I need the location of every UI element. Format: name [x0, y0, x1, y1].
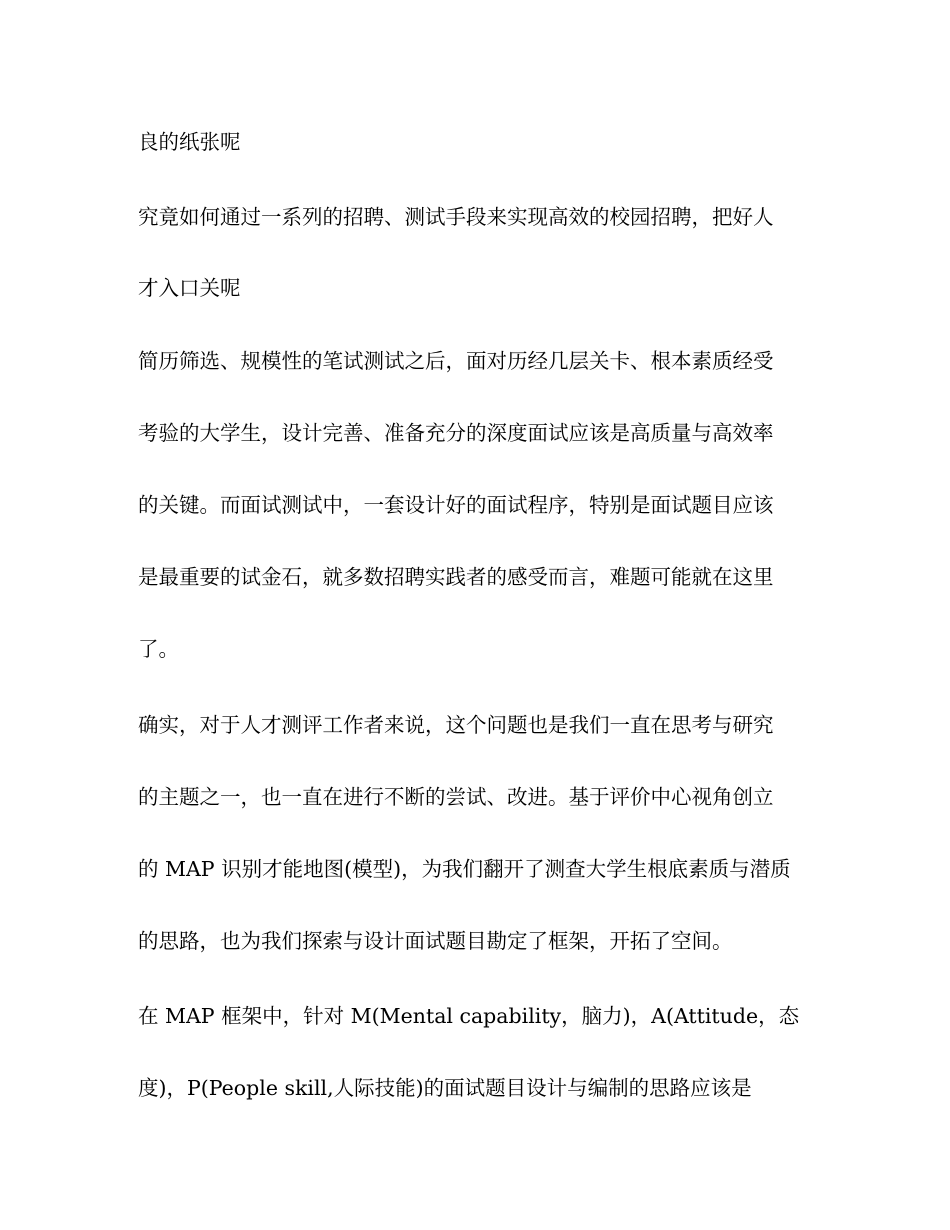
- text-line: 的 MAP 识别才能地图(模型)，为我们翻开了测查大学生根底素质与潜质: [138, 857, 791, 881]
- text-line: 在 MAP 框架中，针对 M(Mental capability，脑力)，A(Attitude，态: [138, 1004, 800, 1028]
- text-line: 是最重要的试金石，就多数招聘实践者的感受而言，难题可能就在这里: [138, 565, 774, 589]
- text-line: 才入口关呢: [138, 276, 241, 300]
- text-line: 的主题之一，也一直在进行不断的尝试、改进。基于评价中心视角创立: [138, 785, 774, 809]
- text-line: 确实，对于人才测评工作者来说，这个问题也是我们一直在思考与研究: [138, 713, 774, 737]
- text-line: 了。: [138, 637, 179, 661]
- text-line: 简历筛选、规模性的笔试测试之后，面对历经几层关卡、根本素质经受: [138, 349, 774, 373]
- text-line: 度)，P(People skill,人际技能)的面试题目设计与编制的思路应该是: [138, 1076, 752, 1100]
- text-line: 究竟如何通过一系列的招聘、测试手段来实现高效的校园招聘，把好人: [138, 205, 774, 229]
- text-line: 的关键。而面试测试中，一套设计好的面试程序，特别是面试题目应该: [138, 493, 774, 517]
- text-line: 的思路，也为我们探索与设计面试题目勘定了框架，开拓了空间。: [138, 929, 733, 953]
- text-line: 良的纸张呢: [138, 130, 241, 154]
- text-line: 考验的大学生，设计完善、准备充分的深度面试应该是高质量与高效率: [138, 421, 774, 445]
